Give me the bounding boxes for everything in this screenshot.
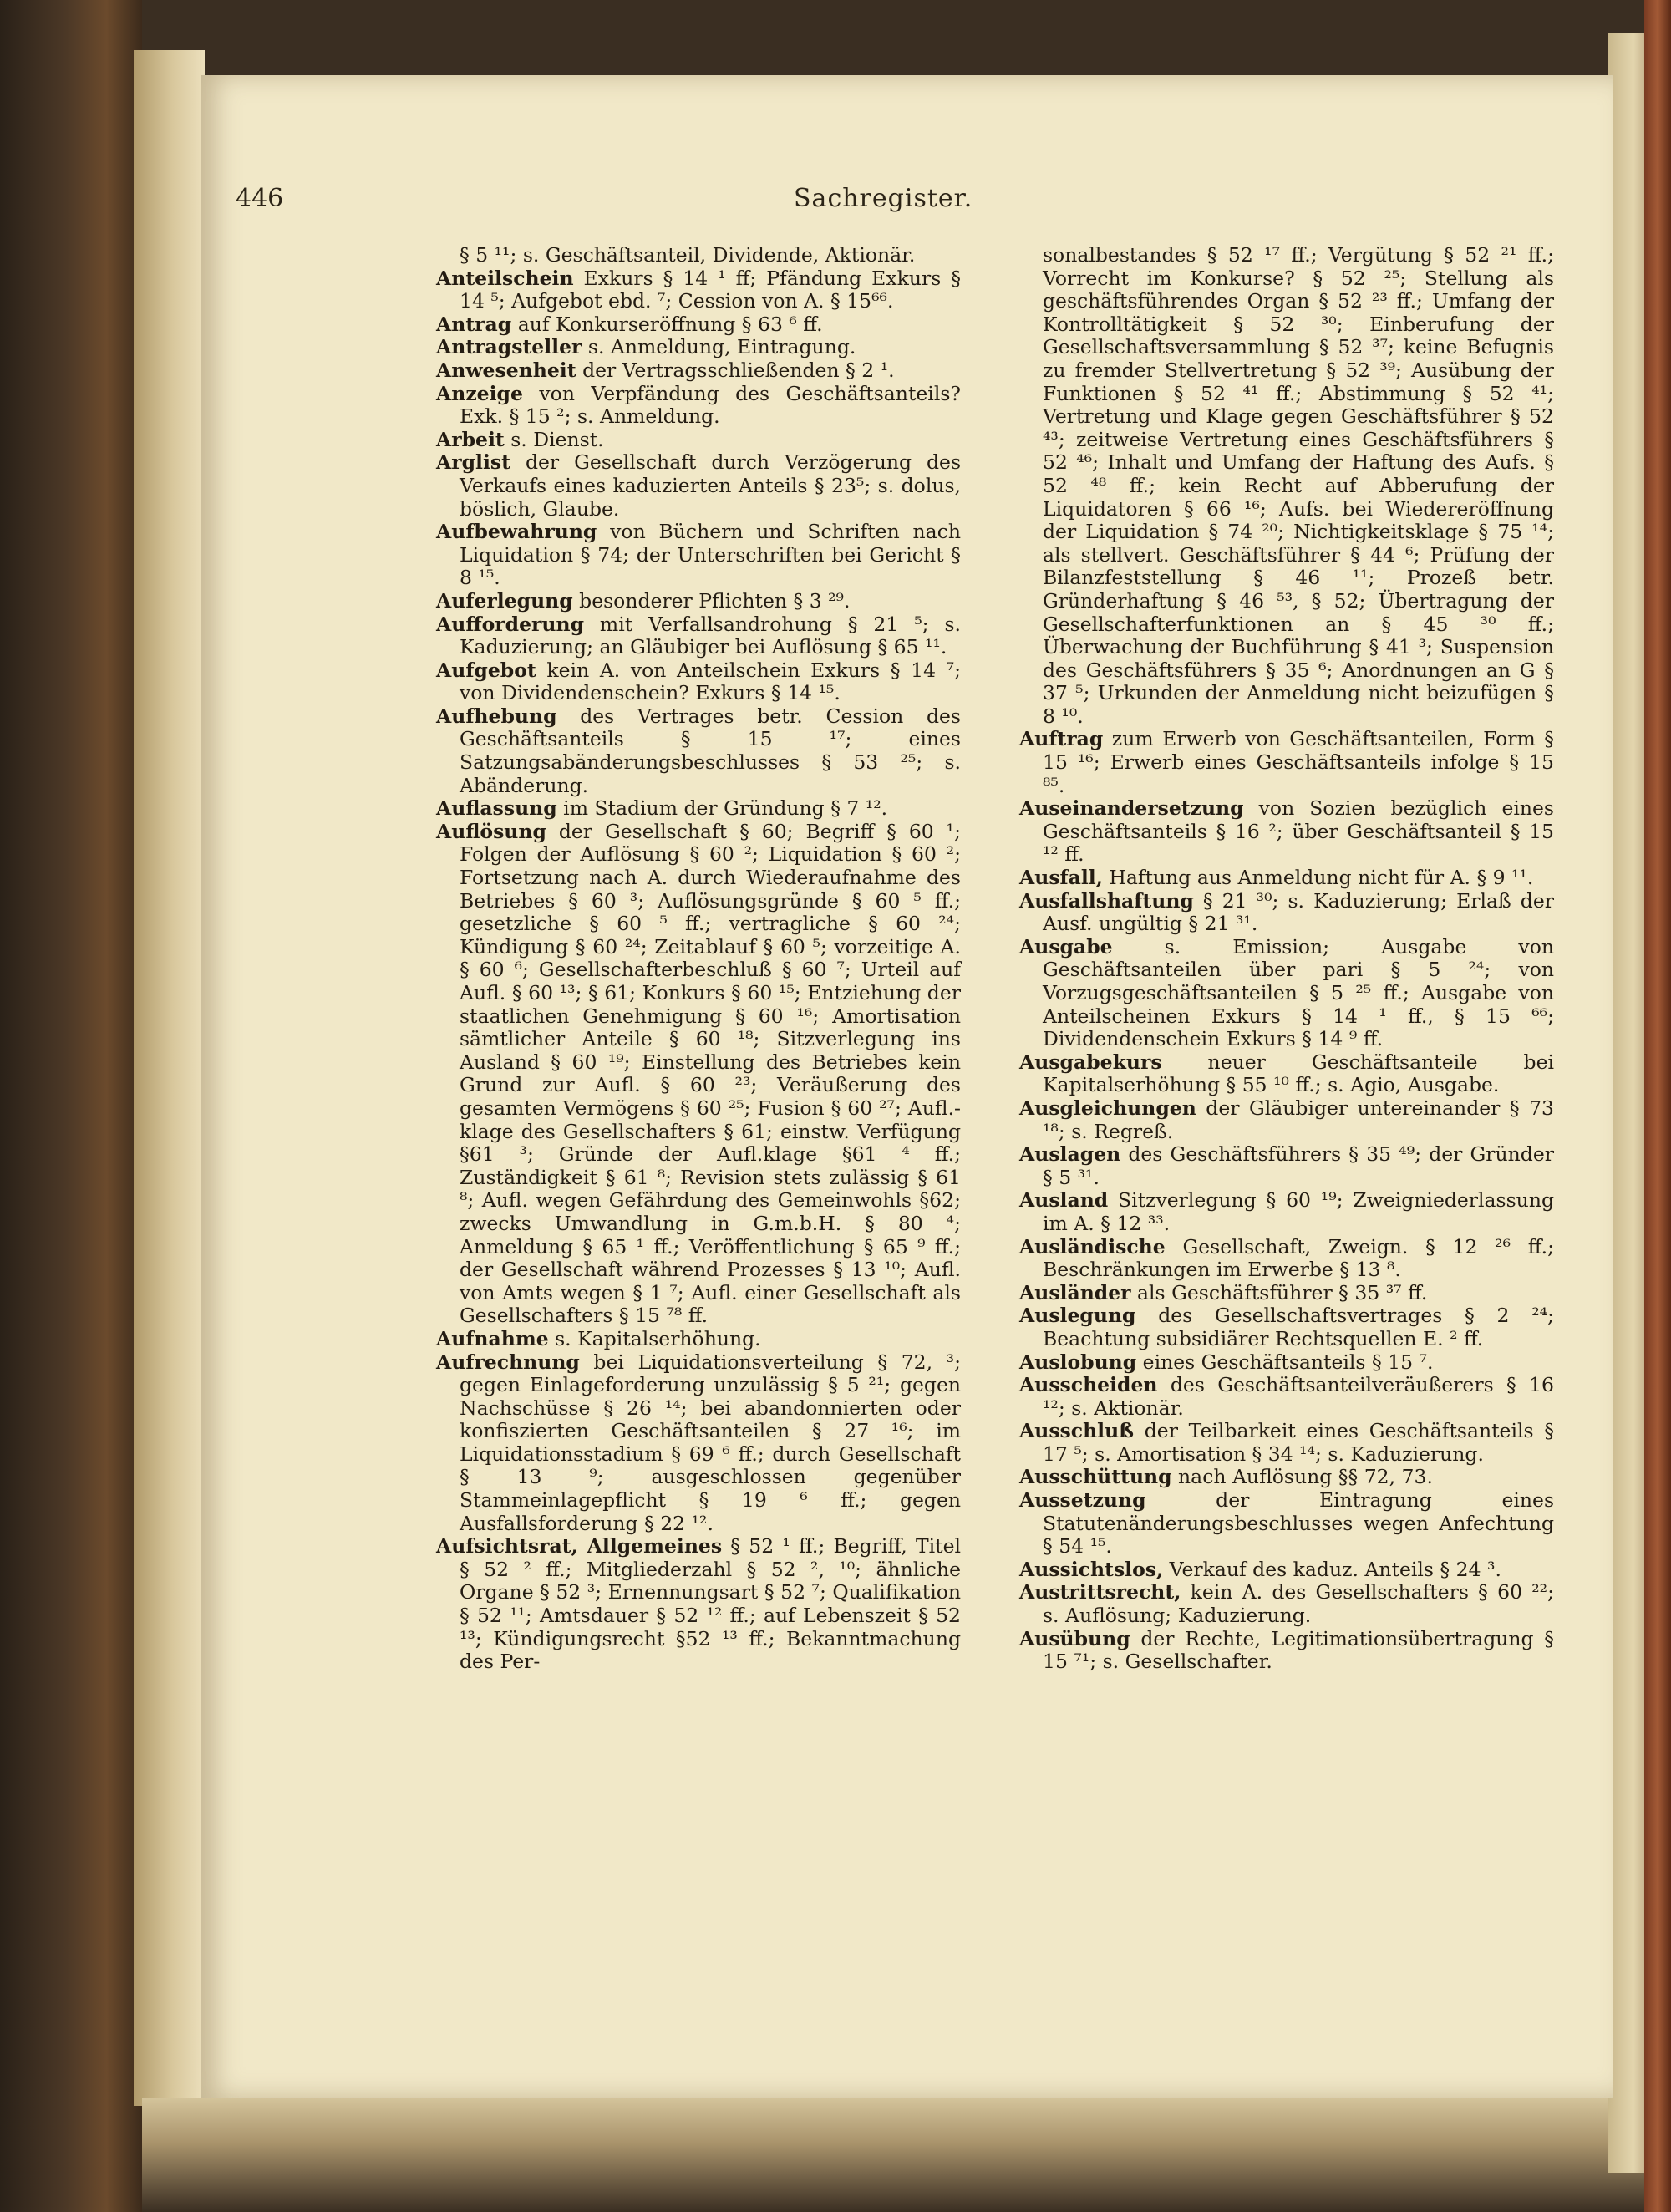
index-references: neuer Geschäftsanteile bei Kapitalserhöhung § 55 ¹⁰ ff.; s. Agio, Ausgabe. (1043, 1050, 1554, 1097)
index-entry (1019, 1351, 1554, 1375)
index-references: Sitzverlegung § 60 ¹⁹; Zweigniederlassung im A. § 12 ³³. (1043, 1188, 1554, 1235)
index-entry (436, 1351, 961, 1536)
index-entry (436, 590, 961, 613)
index-keyword: Auseinandersetzung (1019, 796, 1244, 821)
book-binding-left (0, 0, 142, 2212)
index-references: s. Emission; Ausgabe von Geschäftsanteilen über pari § 5 ²⁴; von Vorzugsgeschäftsanteilen § 5 ²⁵ ff.; Ausgabe von Anteilscheinen Exkurs § 14 ¹ ff., § 15 ⁶⁶; Dividendenschein Exkurs § 14 ⁹ ff. (1043, 934, 1554, 1051)
index-references: § 21 ³⁰; s. Kaduzierung; Erlaß der Ausf. ungültig § 21 ³¹. (1043, 888, 1554, 936)
index-entry (436, 797, 961, 821)
index-keyword: Aussetzung (1019, 1488, 1146, 1513)
index-keyword: Ausgleichungen (1019, 1096, 1196, 1120)
index-keyword: Aufgebot (436, 658, 536, 682)
index-entry (1019, 1236, 1554, 1282)
index-references: von Büchern und Schriften nach Liquidation § 74; der Unterschriften bei Gericht § 8 ¹⁵. (460, 520, 961, 590)
index-references: des Geschäftsführers § 35 ⁴⁹; der Gründer § 5 ³¹. (1043, 1142, 1554, 1189)
index-entry (1019, 1282, 1554, 1305)
index-entry (1019, 1304, 1554, 1350)
page-stack-bottom (142, 2098, 1646, 2212)
index-references: s. Dienst. (504, 427, 604, 451)
index-keyword: Aussichtslos, (1019, 1557, 1164, 1581)
index-keyword: Anteilschein (436, 266, 574, 290)
index-keyword: Ausübung (1019, 1626, 1130, 1650)
index-references: des Gesellschaftsvertrages § 2 ²⁴; Beachtung subsidiärer Rechtsquellen E. ² ff. (1043, 1304, 1554, 1350)
index-references: nach Auflösung §§ 72, 73. (1171, 1465, 1433, 1489)
index-entry (1019, 1051, 1554, 1097)
index-references: von Verpfändung des Geschäftsanteils? Exk. § 15 ²; s. Anmeldung. (460, 381, 961, 429)
index-entry (436, 821, 961, 1328)
index-keyword: Auslagen (1019, 1142, 1121, 1167)
index-entry (436, 313, 961, 337)
index-references: sonalbestandes § 52 ¹⁷ ff.; Vergütung § 52 ²¹ ff.; Vorrecht im Konkurse? § 52 ²⁵; Stellung als geschäftsführendes Organ § 52 ²³ ff.; Umfang der Kontrolltätigkeit § 52 ³⁰; Einberufung der Gesellschaftsversammlung § 52 ³⁷; keine Befugnis zu fremder Stellvertretung § 52 ³⁹; Ausübung der Funktionen § 52 ⁴¹ ff.; Abstimmung § 52 ⁴¹; Vertretung und Klage gegen Geschäftsführer § 52 ⁴³; zeitweise Vertretung eines Geschäftsführers § 52 ⁴⁶; Inhalt und Umfang der Haftung des Aufs. § 52 ⁴⁸ ff.; kein Recht auf Abberufung der Liquidatoren § 66 ¹⁶; Aufs. bei Wiedereröffnung der Liquidation § 74 ²⁰; Nichtigkeitsklage § 75 ¹⁴; als stellvert. Geschäftsführer § 44 ⁶; Prüfung der Bilanzfeststellung § 46 ¹¹; Prozeß betr. Gründerhaftung § 46 ⁵³, § 52; Übertragung der Gesellschafterfunktionen an § 45 ³⁰ ff.; Überwachung der Buchführung § 41 ³; Suspension des Geschäftsführers § 35 ⁶; Anordnungen an G § 37 ⁵; Urkunden der Anmeldung nicht beizufügen § 8 ¹⁰. (1043, 243, 1554, 728)
index-keyword: Aufsichtsrat, Allgemeines (436, 1534, 723, 1559)
index-entry (436, 383, 961, 429)
index-entry (436, 613, 961, 659)
index-keyword: Antragsteller (436, 335, 582, 359)
index-entry (436, 1535, 961, 1674)
page-number: 446 (236, 184, 284, 213)
index-keyword: Aufrechnung (436, 1350, 580, 1374)
running-head: Sachregister. (794, 184, 973, 213)
index-keyword: Ausfall, (1019, 866, 1103, 890)
index-references: mit Verfallsandrohung § 21 ⁵; s. Kaduzierung; an Gläubiger bei Auflösung § 65 ¹¹. (460, 612, 961, 659)
index-references: der Teilbarkeit eines Geschäftsanteils § 17 ⁵; s. Amortisation § 34 ¹⁴; s. Kaduzierung. (1043, 1419, 1554, 1466)
index-keyword: Arglist (436, 450, 510, 475)
index-keyword: Ausländer (1019, 1280, 1131, 1304)
index-keyword: Ausländische (1019, 1234, 1166, 1259)
index-references: zum Erwerb von Geschäftsanteilen, Form § 15 ¹⁶; Erwerb eines Geschäftsanteils infolge § 15 ⁸⁵. (1043, 727, 1554, 797)
index-references: besonderer Pflichten § 3 ²⁹. (572, 588, 851, 613)
index-entry (1019, 797, 1554, 867)
index-entry (436, 659, 961, 705)
index-entry (1019, 1559, 1554, 1582)
index-references: s. Anmeldung, Eintragung. (582, 335, 856, 359)
index-entry (1019, 1466, 1554, 1489)
index-keyword: Anwesenheit (436, 358, 576, 382)
index-references: Verkauf des kaduz. Anteils § 24 ³. (1163, 1557, 1501, 1581)
index-keyword: Arbeit (436, 427, 505, 451)
index-entry (436, 336, 961, 359)
index-keyword: Ausschüttung (1019, 1465, 1172, 1489)
index-keyword: Ausgabe (1019, 934, 1113, 959)
index-references: Gesellschaft, Zweign. § 12 ²⁶ ff.; Beschränkungen im Erwerbe § 13 ⁸. (1043, 1234, 1554, 1282)
index-references: kein A. von Anteilschein Exkurs § 14 ⁷; von Dividendenschein? Exkurs § 14 ¹⁵. (460, 658, 961, 705)
index-keyword: Auflassung (436, 796, 557, 821)
index-entry (436, 429, 961, 452)
index-entry (436, 244, 961, 267)
index-references: auf Konkurseröffnung § 63 ⁶ ff. (511, 312, 823, 336)
index-keyword: Auftrag (1019, 727, 1104, 751)
index-references: eines Geschäftsanteils § 15 ⁷. (1136, 1350, 1434, 1374)
index-keyword: Auslobung (1019, 1350, 1137, 1374)
index-references: im Stadium der Gründung § 7 ¹². (556, 796, 888, 821)
index-entry (436, 521, 961, 590)
index-column-right (1019, 244, 1554, 1674)
index-entry (1019, 936, 1554, 1051)
index-entry (1019, 244, 1554, 728)
index-references: der Eintragung eines Statutenänderungsbeschlusses wegen Anfechtung § 54 ¹⁵. (1043, 1488, 1554, 1559)
index-references: kein A. des Gesellschafters § 60 ²²; s. Auflösung; Kaduzierung. (1043, 1580, 1554, 1628)
index-references: s. Kapitalserhöhung. (548, 1326, 761, 1350)
index-entry (1019, 867, 1554, 890)
index-keyword: Ausgabekurs (1019, 1050, 1162, 1074)
index-entry (1019, 1489, 1554, 1559)
index-references: der Gläubiger untereinander § 73 ¹⁸; s. Regreß. (1043, 1096, 1554, 1143)
index-keyword: Auflösung (436, 819, 546, 843)
index-keyword: Anzeige (436, 381, 523, 405)
index-entry (1019, 1143, 1554, 1189)
index-entry (1019, 1097, 1554, 1143)
index-references: § 5 ¹¹; s. Geschäftsanteil, Dividende, Aktionär. (460, 243, 916, 267)
index-references: des Vertrages betr. Cession des Geschäftsanteils § 15 ¹⁷; eines Satzungsabänderungsbeschlusses § 53 ²⁵; s. Abänderung. (460, 704, 961, 797)
index-column-left (436, 244, 961, 1674)
index-references: von Sozien bezüglich eines Geschäftsanteils § 16 ²; über Geschäftsanteil § 15 ¹² ff. (1043, 796, 1554, 867)
index-entry (436, 705, 961, 797)
index-entry (1019, 1420, 1554, 1466)
index-keyword: Auferlegung (436, 588, 573, 613)
index-entry (1019, 1628, 1554, 1674)
index-entry (436, 451, 961, 521)
index-references: Exkurs § 14 ¹ ff; Pfändung Exkurs § 14 ⁵; Aufgebot ebd. ⁷; Cession von A. § 15⁶⁶. (460, 266, 961, 313)
index-references: der Gesellschaft durch Verzögerung des Verkaufs eines kaduzierten Anteils § 23⁵; s. dolus, böslich, Glaube. (460, 450, 961, 521)
index-keyword: Aufnahme (436, 1326, 549, 1350)
index-keyword: Auslegung (1019, 1304, 1136, 1328)
index-keyword: Ausschluß (1019, 1419, 1135, 1443)
index-entry (1019, 728, 1554, 797)
book-cover-right (1644, 0, 1671, 2212)
page-gutter (134, 50, 205, 2106)
index-entry (1019, 890, 1554, 936)
index-references: Haftung aus Anmeldung nicht für A. § 9 ¹¹. (1102, 866, 1534, 890)
index-keyword: Aufhebung (436, 704, 557, 728)
index-keyword: Aufforderung (436, 612, 585, 636)
index-keyword: Aufbewahrung (436, 520, 597, 544)
index-references: der Vertragsschließenden § 2 ¹. (576, 358, 895, 382)
index-entry (436, 267, 961, 313)
index-entry (1019, 1189, 1554, 1235)
index-keyword: Ausland (1019, 1188, 1109, 1213)
index-references: als Geschäftsführer § 35 ³⁷ ff. (1130, 1280, 1428, 1304)
index-references: § 52 ¹ ff.; Begriff, Titel § 52 ² ff.; Mitgliederzahl § 52 ², ¹⁰; ähnliche Organe § 52 ³; Ernennungsart § 52 ⁷; Qualifikation § 52 ¹¹; Amtsdauer § 52 ¹² ff.; auf Lebenszeit § 52 ¹³; Kündigungsrecht §52 ¹³ ff.; Bekanntmachung des Per- (460, 1534, 961, 1674)
index-references: der Rechte, Legitimationsübertragung § 15 ⁷¹; s. Gesellschafter. (1043, 1626, 1554, 1674)
index-keyword: Antrag (436, 312, 512, 336)
index-references: des Geschäftsanteilveräußerers § 16 ¹²; s. Aktionär. (1043, 1373, 1554, 1420)
index-entry (436, 359, 961, 383)
index-keyword: Ausfallshaftung (1019, 888, 1194, 913)
index-entry (1019, 1581, 1554, 1627)
index-references: der Gesellschaft § 60; Begriff § 60 ¹; Folgen der Auflösung § 60 ²; Liquidation § 60 ²; Fortsetzung nach A. durch Wiederaufnahme des Betriebes § 60 ³; Auflösungsgründe § 60 ⁵ ff.; gesetzliche § 60 ⁵ ff.; vertragliche § 60 ²⁴; Kündigung § 60 ²⁴; Zeitablauf § 60 ⁵; vorzeitige A. § 60 ⁶; Gesellschafterbeschluß § 60 ⁷; Urteil auf Aufl. § 60 ¹³; § 61; Konkurs § 60 ¹⁵; Entziehung der staatlichen Genehmigung § 60 ¹⁶; Amortisation sämtlicher Anteile § 60 ¹⁸; Sitzverlegung ins Ausland § 60 ¹⁹; Einstellung des Betriebes kein Grund zur Aufl. § 60 ²³; Veräußerung des gesamten Vermögens § 60 ²⁵; Fusion § 60 ²⁷; Aufl.-klage des Gesellschafters § 61; einstw. Verfügung §61 ³; Gründe der Aufl.klage §61 ⁴ ff.; Zuständigkeit § 61 ⁸; Revision stets zulässig § 61 ⁸; Aufl. wegen Gefährdung des Gemeinwohls §62; zwecks Umwandlung in G.m.b.H. § 80 ⁴; Anmeldung § 65 ¹ ff.; Veröffentlichung § 65 ⁹ ff.; der Gesellschaft während Prozesses § 13 ¹⁰; Aufl. von Amts wegen § 1 ⁷; Aufl. einer Gesellschaft als Gesellschafters § 15 ⁷⁸ ff. (460, 819, 961, 1328)
index-keyword: Ausscheiden (1019, 1373, 1158, 1397)
index-keyword: Austrittsrecht, (1019, 1580, 1181, 1604)
index-entry (436, 1328, 961, 1351)
index-entry (1019, 1374, 1554, 1420)
index-references: bei Liquidationsverteilung § 72, ³; gegen Einlageforderung unzulässig § 5 ²¹; gegen Nachschüsse § 26 ¹⁴; bei abandonnierten oder konfiszierten Geschäftsanteilen § 27 ¹⁶; im Liquidationsstadium § 69 ⁶ ff.; durch Gesellschaft § 13 ⁹; ausgeschlossen gegenüber Stammeinlagepflicht § 19 ⁶ ff.; gegen Ausfallsforderung § 22 ¹². (460, 1350, 961, 1535)
